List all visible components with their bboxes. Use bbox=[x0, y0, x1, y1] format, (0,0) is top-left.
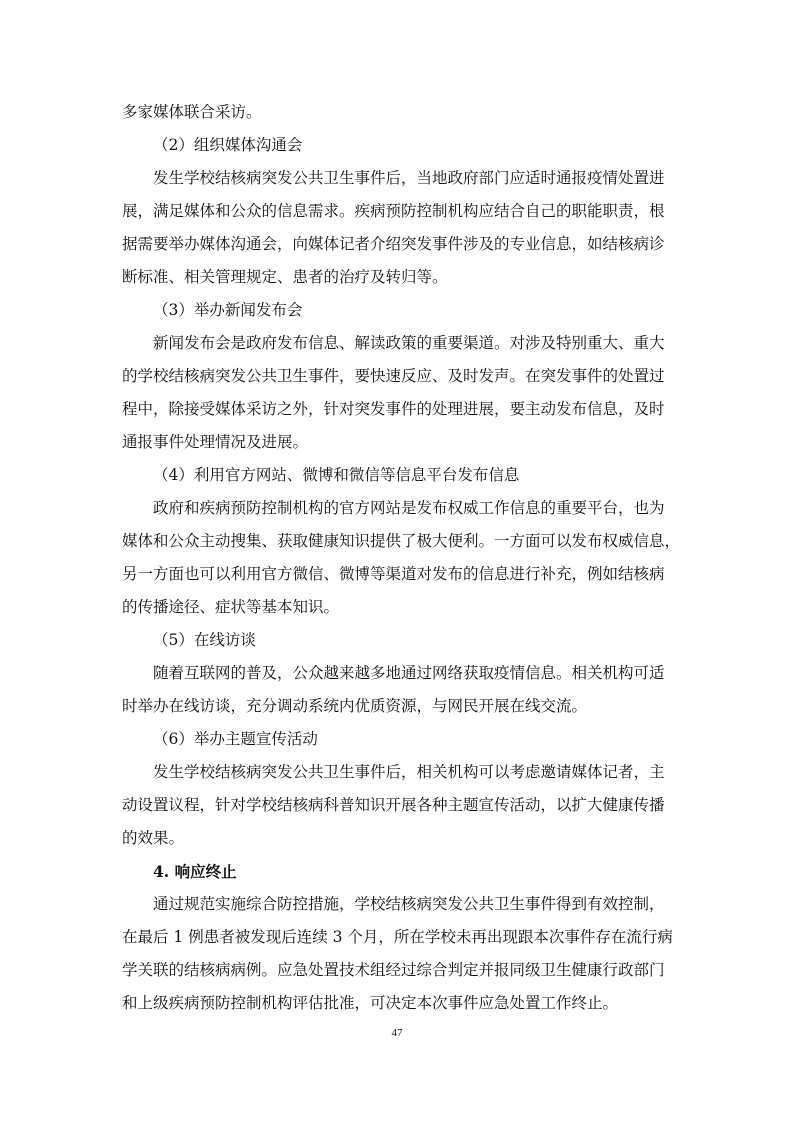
paragraph-first-line: 发生学校结核病突发公共卫生事件后，当地政府部门应适时通报疫情处置进 bbox=[153, 169, 665, 187]
paragraph-first-line: 发生学校结核病突发公共卫生事件后，相关机构可以考虑邀请媒体记者，主 bbox=[153, 763, 665, 781]
text-line: 的效果。 bbox=[122, 829, 185, 847]
paragraph-first-line: 通过规范实施综合防控措施，学校结核病突发公共卫生事件得到有效控制， bbox=[153, 895, 665, 913]
text-line: 动设置议程，针对学校结核病科普知识开展各种主题宣传活动，以扩大健康传播 bbox=[122, 796, 665, 814]
text-line: 媒体和公众主动搜集、获取健康知识提供了极大便利。一方面可以发布权威信息， bbox=[122, 532, 681, 550]
text-line: 和上级疾病预防控制机构评估批准，可决定本次事件应急处置工作终止。 bbox=[122, 994, 619, 1012]
text-line: 另一方面也可以利用官方微信、微博等渠道对发布的信息进行补充，例如结核病 bbox=[122, 565, 665, 583]
section-heading: （4）利用官方网站、微博和微信等信息平台发布信息 bbox=[153, 466, 520, 484]
section-heading: （2）组织媒体沟通会 bbox=[153, 136, 303, 154]
text-line: 展，满足媒体和公众的信息需求。疾病预防控制机构应结合自己的职能职责，根 bbox=[122, 202, 665, 220]
text-line: 断标准、相关管理规定、患者的治疗及转归等。 bbox=[122, 268, 448, 286]
text-line: 时举办在线访谈，充分调动系统内优质资源，与网民开展在线交流。 bbox=[122, 697, 588, 715]
text-line: 学关联的结核病病例。应急处置技术组经过综合判定并报同级卫生健康行政部门 bbox=[122, 961, 665, 979]
text-line: 的学校结核病突发公共卫生事件，要快速反应、及时发声。在突发事件的处置过 bbox=[122, 367, 665, 385]
text-line: 通报事件处理情况及进展。 bbox=[122, 433, 309, 451]
text-line: 多家媒体联合采访。 bbox=[122, 103, 262, 121]
text-line: 据需要举办媒体沟通会，向媒体记者介绍突发事件涉及的专业信息，如结核病诊 bbox=[122, 235, 665, 253]
section-heading-bold: 4. 响应终止 bbox=[153, 862, 237, 881]
page-number: 47 bbox=[391, 1027, 403, 1039]
paragraph-first-line: 随着互联网的普及，公众越来越多地通过网络获取疫情信息。相关机构可适 bbox=[153, 664, 665, 682]
text-line: 在最后 1 例患者被发现后连续 3 个月，所在学校未再出现跟本次事件存在流行病 bbox=[122, 928, 673, 946]
text-line: 程中，除接受媒体采访之外，针对突发事件的处理进展，要主动发布信息，及时 bbox=[122, 400, 665, 418]
section-heading: （5）在线访谈 bbox=[153, 631, 256, 649]
document-body bbox=[122, 96, 681, 1020]
text-line: 的传播途径、症状等基本知识。 bbox=[122, 598, 340, 616]
section-heading: （3）举办新闻发布会 bbox=[153, 301, 303, 319]
paragraph-first-line: 新闻发布会是政府发布信息、解读政策的重要渠道。对涉及特别重大、重大 bbox=[153, 334, 665, 352]
section-heading: （6）举办主题宣传活动 bbox=[153, 730, 318, 748]
paragraph-first-line: 政府和疾病预防控制机构的官方网站是发布权威工作信息的重要平台，也为 bbox=[153, 499, 665, 517]
